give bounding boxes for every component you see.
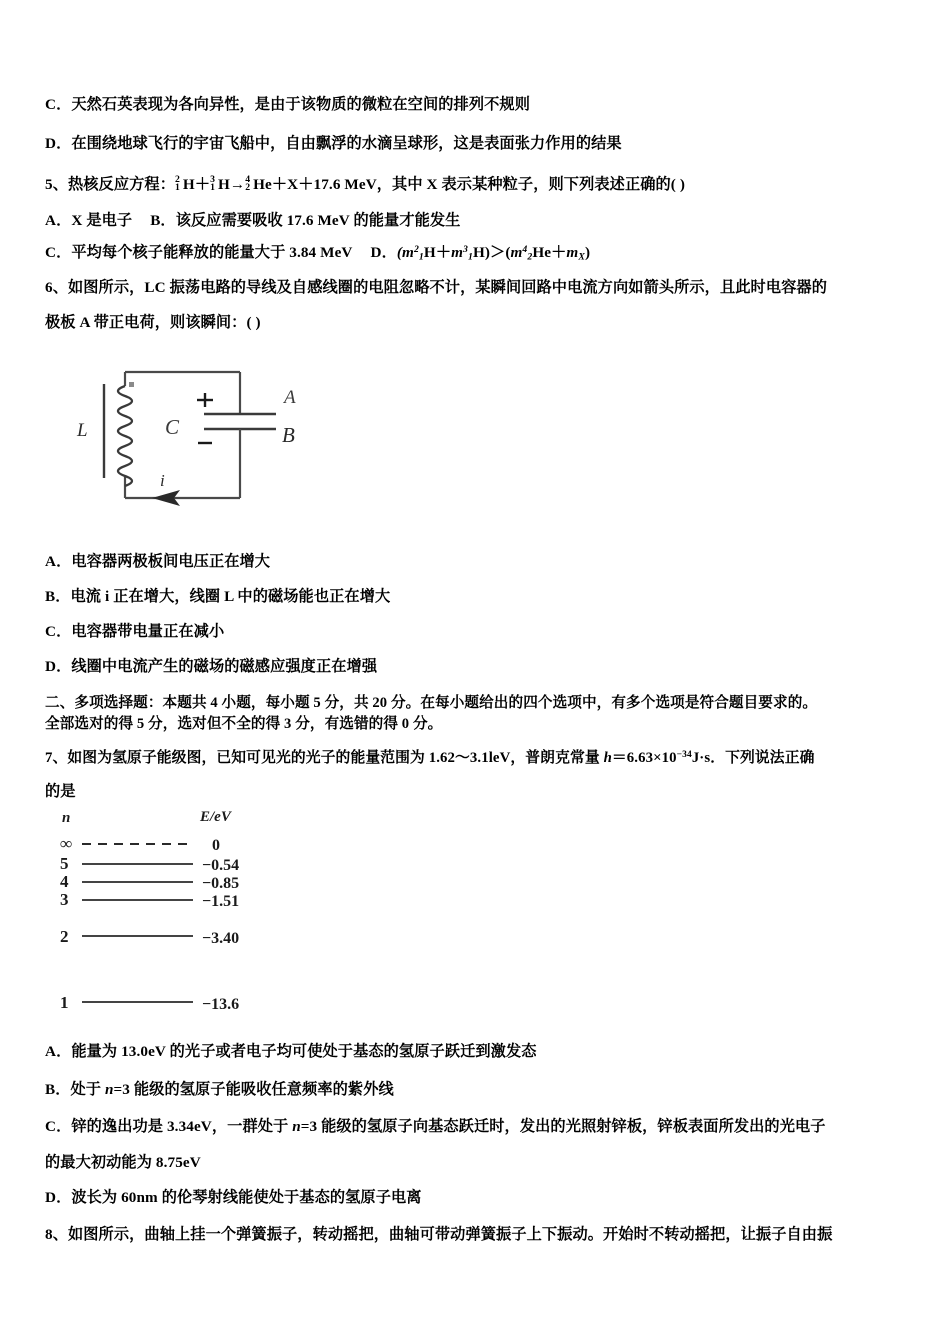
q5-eq-x: X [287, 176, 299, 194]
q6-option-c: C．电容器带电量正在减小 [45, 623, 225, 640]
level-label-n-2: 2 [60, 927, 69, 946]
q7-option-c-line1 [45, 1117, 826, 1137]
energy-level-row-3 [60, 890, 239, 910]
energy-level-row-5 [60, 854, 239, 874]
q5-option-c: C．平均每个核子能释放的能量大于 3.84 MeV [45, 244, 353, 262]
q6-stem-line1: 6、如图所示，LC 振荡电路的导线及自感线圈的电阻忽略不计，某瞬间回路中电流方向如箭头所示，且此时电容器的 [45, 279, 827, 296]
q4-option-d: D．在围绕地球飞行的宇宙飞船中，自由飘浮的水滴呈球形，这是表面张力作用的结果 [45, 135, 622, 152]
q7-option-b-prefix: B．处于 [45, 1081, 105, 1098]
energy-level-row-4 [60, 872, 239, 892]
q5-eq-h3-symbol: H [218, 176, 230, 194]
q5-stem-suffix: ，其中 X 表示某种粒子，则下列表述正确的( ) [376, 176, 686, 194]
q7-option-b-suffix: =3 能级的氢原子能吸收任意频率的紫外线 [113, 1081, 394, 1098]
q7-stem-part3: J·s．下列说法正确 [691, 749, 815, 766]
plate-b-label: B [282, 423, 295, 447]
q5-option-a: A．X 是电子 [45, 212, 133, 229]
level-label-n-3: 3 [60, 890, 69, 909]
q6-option-b: B．电流 i 正在增大，线圈 L 中的磁场能也正在增大 [45, 588, 391, 605]
q7-option-c-prefix: C．锌的逸出功是 3.34eV，一群处于 [45, 1118, 293, 1135]
q7-option-c-line2: 的最大初动能为 8.75eV [45, 1154, 201, 1171]
plate-a-label: A [284, 387, 296, 408]
q5-eq-h3-presubsup: 3 1 [210, 173, 216, 194]
q5-options-ab [45, 211, 460, 231]
current-label: i [160, 471, 165, 490]
q5-eq-arrow: → [229, 176, 246, 194]
q6-option-a: A．电容器两极板间电压正在增大 [45, 553, 271, 570]
q5-stem [45, 174, 685, 195]
q5-option-d-label: D． [370, 244, 397, 262]
inductor-label: L [77, 420, 88, 441]
q5-options-cd [45, 240, 590, 268]
q7-stem-planck-symbol: h [603, 749, 612, 766]
q5-eq-energy: 17.6 MeV [313, 176, 377, 194]
coil-terminal-mark [129, 382, 134, 387]
q4-option-c: C．天然石英表现为各向异性，是由于该物质的微粒在空间的排列不规则 [45, 96, 530, 113]
q7-stem-line2: 的是 [45, 783, 76, 800]
q7-stem-line1 [45, 745, 814, 768]
q7-option-d: D．波长为 60nm 的伦琴射线能使处于基态的氢原子电离 [45, 1189, 422, 1206]
q5-eq-h2-symbol: H [182, 176, 195, 194]
q5-eq-plus3: ＋ [298, 176, 314, 194]
q7-option-a: A．能量为 13.0eV 的光子或者电子均可使处于基态的氢原子跃迁到激发态 [45, 1043, 537, 1060]
q5-stem-prefix: 5、热核反应方程： [45, 176, 175, 194]
energy-diagram-header-e: E/eV [200, 809, 231, 825]
energy-level-row-1 [60, 993, 239, 1013]
capacitor-label: C [165, 415, 180, 439]
q5-eq-he4-presubsup: 4 2 [245, 173, 251, 194]
level-label-n-5: 5 [60, 854, 69, 873]
q7-option-c-n-symbol: n [292, 1118, 301, 1135]
level-label-n-1: 1 [60, 993, 69, 1012]
q5-eq-h2-presubsup: 2 1 [175, 173, 180, 194]
inductor-coil-icon [118, 386, 132, 486]
energy-diagram-header-n: n [62, 810, 71, 826]
q7-option-b [45, 1080, 394, 1100]
lc-circuit-figure [52, 358, 342, 513]
q5-eq-plus2: ＋ [271, 176, 288, 194]
q5-eq-he4-symbol: He [253, 176, 272, 194]
level-label-n-infinity: ∞ [60, 834, 73, 853]
q7-stem-part2: ＝6.63×10 [611, 749, 677, 766]
energy-level-row-2 [60, 927, 239, 947]
level-energy-n-infinity: 0 [212, 837, 220, 854]
level-energy-n-2: −3.40 [202, 930, 240, 947]
hydrogen-energy-level-diagram [60, 806, 290, 1021]
q5-eq-plus1: ＋ [194, 176, 211, 194]
q7-option-b-n-symbol: n [105, 1081, 114, 1098]
energy-level-row-infinity [60, 834, 220, 854]
section-two-line1: 二、多项选择题：本题共 4 小题，每小题 5 分，共 20 分。在每小题给出的四个选项中，有多个选项是符合题目要求的。 [45, 695, 818, 711]
q8-stem-line1: 8、如图所示，曲轴上挂一个弹簧振子，转动摇把，曲轴可带动弹簧振子上下振动。开始时不转动摇把，让振子自由振 [45, 1226, 833, 1243]
level-energy-n-3: −1.51 [202, 893, 240, 910]
q5-option-b: B．该反应需要吸收 17.6 MeV 的能量才能发生 [150, 212, 461, 229]
q5-option-d-expr: $(m^2_1H+m^3_1H)>(m^4_2He+m_X)$ [396, 244, 591, 263]
level-label-n-4: 4 [60, 872, 69, 891]
q7-option-c-suffix: =3 能级的氢原子向基态跃迁时，发出的光照射锌板，锌板表面所发出的光电子 [300, 1118, 826, 1135]
level-energy-n-4: −0.85 [202, 875, 240, 892]
level-energy-n-1: −13.6 [202, 996, 240, 1013]
level-energy-n-5: −0.54 [202, 857, 240, 874]
plate-a-plus-sign [197, 393, 213, 407]
q7-stem-exponent: −34 [676, 750, 692, 760]
q6-option-d: D．线圈中电流产生的磁场的磁感应强度正在增强 [45, 658, 378, 675]
section-two-line2: 全部选对的得 5 分，选对但不全的得 3 分，有选错的得 0 分。 [45, 716, 443, 732]
q7-stem-part1: 7、如图为氢原子能级图，已知可见光的光子的能量范围为 1.62～3.1leV，普朗克常量 [45, 749, 604, 766]
q6-stem-line2: 极板 A 带正电荷，则该瞬间：( ) [45, 314, 261, 331]
